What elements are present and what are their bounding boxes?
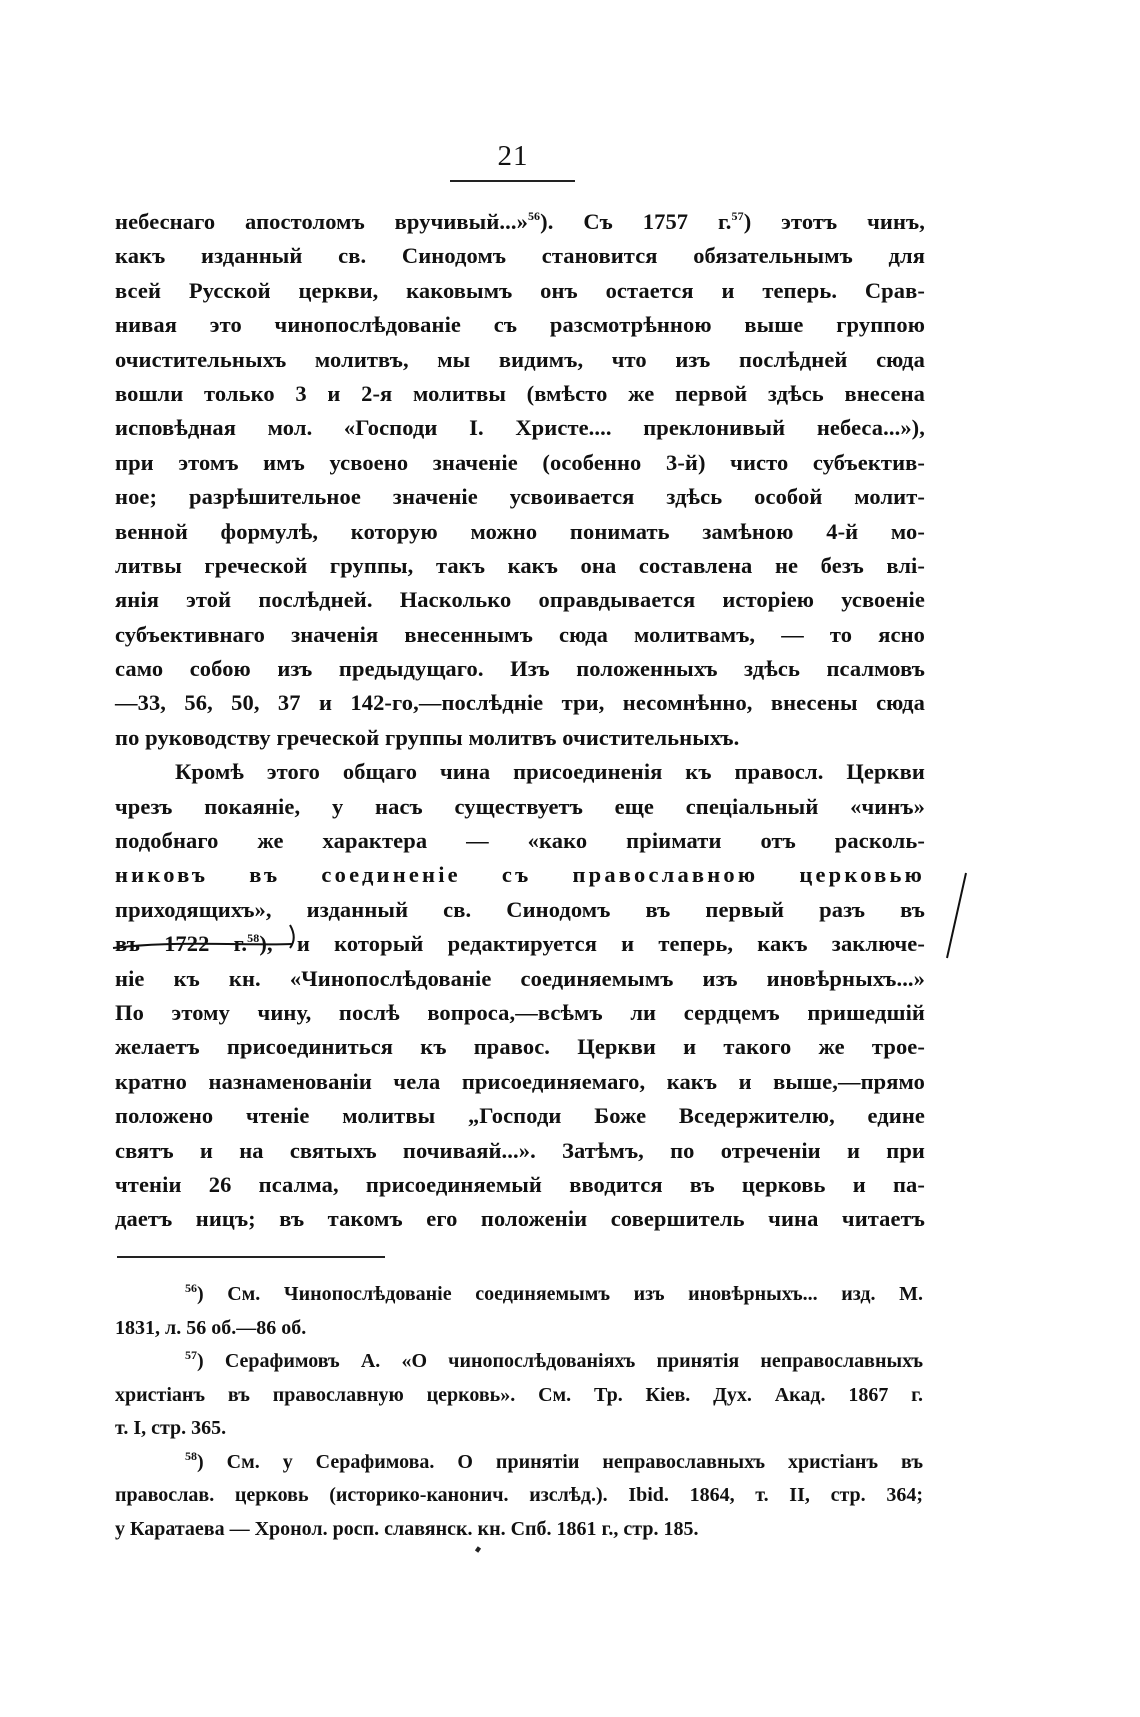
body-line: субъективнаго значенія внесеннымъ сюда молитвамъ, — то ясно bbox=[115, 621, 925, 647]
footnote-mark: 57 bbox=[185, 1348, 197, 1362]
body-text bbox=[115, 205, 925, 1237]
body-line: литвы греческой группы, такъ какъ она составлена не безъ влі- bbox=[115, 552, 925, 578]
body-line: чрезъ покаяніе, у насъ существуетъ еще спеціальный «чинъ» bbox=[115, 793, 925, 819]
footnote-mark: 58 bbox=[185, 1448, 197, 1463]
body-line: янія этой послѣдней. Насколько оправдывается исторіею усвоеніе bbox=[115, 587, 925, 613]
body-line: ніе къ кн. «Чинопослѣдованіе соединяемымъ изъ иновѣрныхъ...» bbox=[115, 965, 925, 991]
body-line: всей Русской церкви, каковымъ онъ остается и теперь. Срав- bbox=[115, 277, 925, 303]
footnote-line: т. I, стр. 365. bbox=[115, 1417, 227, 1439]
footnote-line: христіанъ въ православную церковь». См. Тр. Кіев. Дух. Акад. 1867 г. bbox=[115, 1383, 923, 1406]
footnote-separator bbox=[117, 1256, 385, 1258]
body-line: подобнаго же характера — «како пріимати отъ расколь- bbox=[115, 828, 925, 854]
footnote-line: 1831, л. 56 об.—86 об. bbox=[115, 1316, 307, 1339]
body-line: святъ и на святыхъ почиваяй...». Затѣмъ, по отреченіи и при bbox=[115, 1137, 925, 1163]
body-line: венной формулѣ, которую можно понимать замѣною 4-й мо- bbox=[115, 518, 925, 544]
body-line: положено чтеніе молитвы „Господи Боже Вседержителю, едине bbox=[115, 1103, 925, 1129]
body-line: даетъ ницъ; въ такомъ его положеніи совершитель чина читаетъ bbox=[115, 1206, 925, 1232]
body-line: очистительныхъ молитвъ, мы видимъ, что изъ послѣдней сюда bbox=[115, 346, 925, 372]
body-line: въ 1722 г.$^{58}$), и который редактируется и теперь, какъ заключе- bbox=[115, 931, 925, 957]
paragraph-start-line: Кромѣ этого общаго чина присоединенія къ правосл. Церкви bbox=[175, 759, 925, 785]
footnote-line: $^{57}$) Серафимовъ А. «О чинопослѣдованіяхъ принятія неправославныхъ bbox=[185, 1348, 923, 1372]
footnote-ref: 57 bbox=[731, 209, 744, 223]
footnote-line: православ. церковь (историко-канонич. изслѣд.). Ibid. 1864, т. II, стр. 364; bbox=[115, 1484, 923, 1506]
footnotes bbox=[115, 1278, 923, 1546]
body-line: вошли только 3 и 2-я молитвы (вмѣсто же первой здѣсь внесена bbox=[115, 380, 925, 406]
body-line: какъ изданный св. Синодомъ становится обязательнымъ для bbox=[115, 243, 925, 269]
body-line: желаетъ присоединиться къ правос. Церкви и такого же трое- bbox=[115, 1034, 925, 1060]
page-number: 21 bbox=[497, 140, 529, 172]
footnote-line: у Каратаева — Хронол. росп. славянск. кн. Спб. 1861 г., стр. 185. bbox=[115, 1517, 699, 1540]
footnote-line: $^{56}$) См. Чинопослѣдованіе соединяемымъ изъ иновѣрныхъ... изд. М. bbox=[185, 1281, 923, 1305]
body-line: По этому чину, послѣ вопроса,—всѣмъ ли сердцемъ пришедшій bbox=[115, 999, 925, 1025]
body-line: приходящихъ», изданный св. Синодомъ въ первый разъ въ bbox=[115, 896, 925, 922]
body-line: чтеніи 26 псалма, присоединяемый вводится въ церковь и па- bbox=[115, 1171, 925, 1197]
ink-speck bbox=[475, 1546, 481, 1552]
body-line: исповѣдная мол. «Господи I. Христе.... преклонивый небеса...»), bbox=[115, 415, 925, 441]
body-line: кратно назнаменованіи чела присоединяемаго, какъ и выше,—прямо bbox=[115, 1068, 925, 1094]
body-line: по руководству греческой группы молитвъ очистительныхъ. bbox=[115, 724, 740, 750]
footnote-ref: 56 bbox=[527, 209, 541, 223]
body-line: ное; разрѣшительное значеніе усвоивается здѣсь особой молит- bbox=[115, 484, 925, 510]
body-line: при этомъ имъ усвоено значеніе (особенно 3-й) чисто субъектив- bbox=[115, 449, 925, 475]
body-line: —33, 56, 50, 37 и 142-го,—послѣдніе три, несомнѣнно, внесены сюда bbox=[115, 690, 925, 716]
footnote-mark: 56 bbox=[185, 1281, 197, 1295]
page-number-underline bbox=[450, 180, 575, 182]
footnote-ref: 58 bbox=[247, 931, 260, 946]
pencil-margin-line bbox=[947, 873, 966, 958]
body-line: никовъ въ соединеніе съ православною церковью bbox=[115, 862, 925, 888]
body-line: нивая это чинопослѣдованіе съ разсмотрѣнною выше группою bbox=[115, 312, 925, 338]
body-line: небеснаго апостоломъ вручивый...»$^{56}$). Съ 1757 г.$^{57}$) этотъ чинъ, bbox=[115, 209, 925, 234]
body-line: само собою изъ предыдущаго. Изъ положенныхъ здѣсь псалмовъ bbox=[115, 656, 925, 682]
footnote-line: $^{58}$) См. у Серафимова. О принятіи неправославныхъ христіанъ въ bbox=[185, 1448, 923, 1473]
